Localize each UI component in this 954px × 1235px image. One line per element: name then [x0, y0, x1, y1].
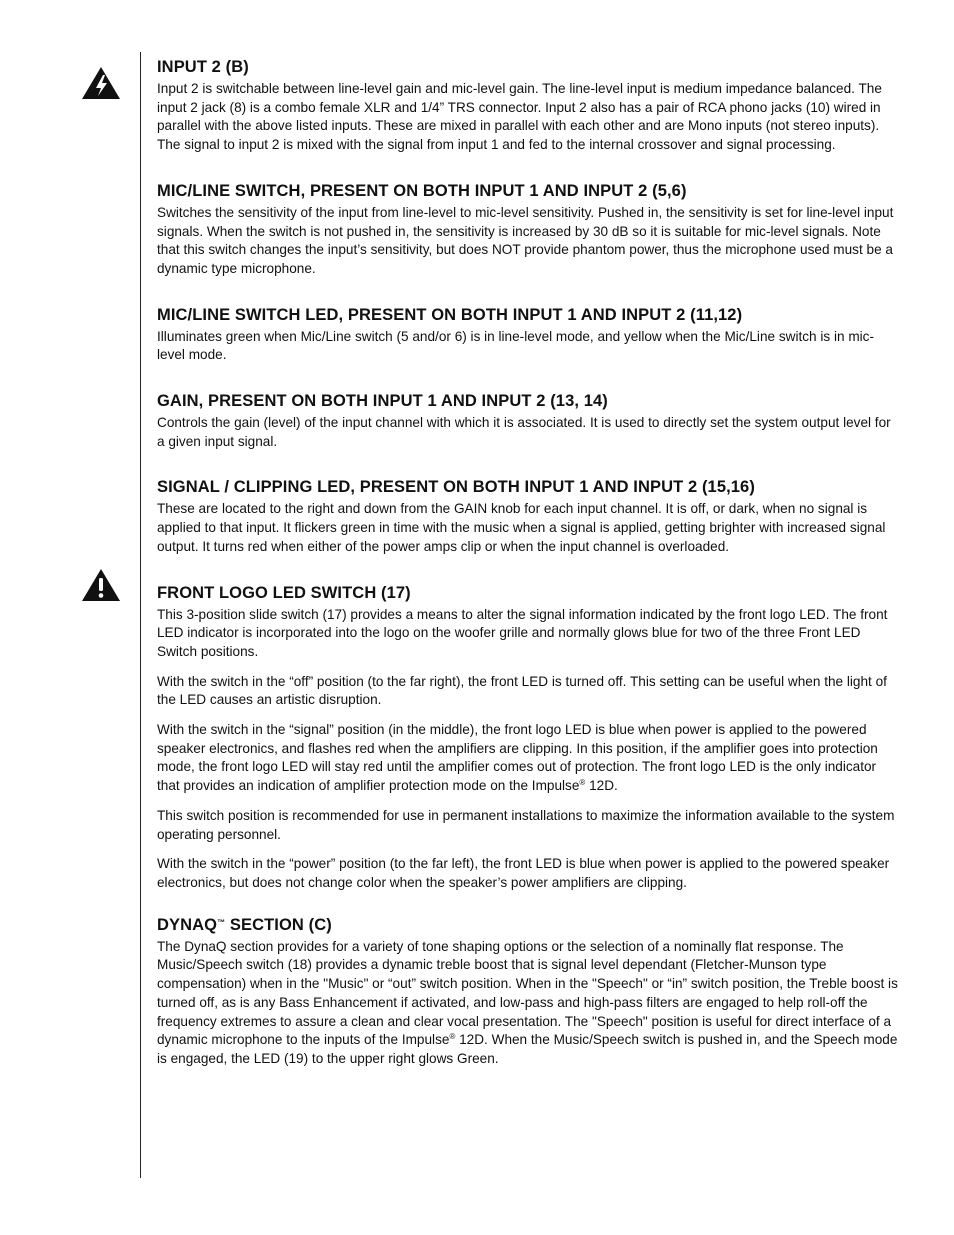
document-body: [157, 57, 900, 1069]
paragraph-text: The DynaQ section provides for a variety of tone shaping options or the selection of a nominally flat response. The Music/Speech switch (18) provides a dynamic treble boost that is signal level dependant (Fletcher-Munson type compensation) when in the "Music" or “out” switch position. When in the "Speech" or “in” switch position, the Treble boost is turned off, as is any Bass Enhancement if activated, and low-pass and high-pass filters are engaged to help roll-off the frequency extremes to assure a clean and clear vocal presentation. The "Speech" position is useful for direct interface of a dynamic microphone to the inputs of the Impulse: [157, 938, 898, 1048]
registered-mark: ®: [579, 778, 586, 788]
section-heading: GAIN, PRESENT ON BOTH INPUT 1 AND INPUT 2 (13, 14): [157, 392, 608, 411]
heading-text: SECTION (C): [225, 915, 332, 934]
section-paragraph: Switches the sensitivity of the input from line-level to mic-level sensitivity. Pushed in, the sensitivity is set for line-level input signals. When the switch is not pushed in, the sensitivity is increased by 30 dB so it is suitable for mic-level signals. Note that this switch changes the input’s sensitivity, but does NOT provide phantom power, thus the microphone used must be a dynamic type microphone.: [157, 204, 894, 276]
section-signal-clipping-led: [157, 477, 900, 556]
electrical-shock-warning-icon: [81, 65, 121, 101]
trademark-mark: ™: [217, 917, 226, 927]
section-paragraph: With the switch in the “power” position (to the far left), the front LED is blue when power is applied to the powered speaker electronics, but does not change color when the speaker’s power amplifiers are clipping.: [157, 856, 890, 890]
section-input-2: [157, 57, 900, 155]
section-dynaq: [157, 915, 900, 1069]
section-paragraph: The DynaQ section provides for a variety of tone shaping options or the selection of a nominally flat response. The Music/Speech switch (18) provides a dynamic treble boost that is signal level dependant (Fletcher-Munson type compensation) when in the "Music" or “out” switch position. When in the "Speech" or “in” switch position, the Treble boost is turned off, as is any Bass Enhancement if activated, and low-pass and high-pass filters are engaged to help roll-off the frequency extremes to assure a clean and clear vocal presentation. The "Speech" position is useful for direct interface of a dynamic microphone to the inputs of the Impulse® 12D. When the Music/Speech switch is pushed in, and the Speech mode is engaged, the LED (19) to the upper right glows Green.: [157, 938, 898, 1066]
section-paragraph: This 3-position slide switch (17) provides a means to alter the signal information indicated by the front logo LED. The front LED indicator is incorporated into the logo on the woofer grille and normally glows blue for two of the three Front LED Switch positions.: [157, 606, 888, 659]
section-mic-line-led: [157, 305, 900, 365]
margin-rule: [140, 52, 141, 1178]
caution-exclamation-icon: [81, 567, 121, 603]
section-heading: FRONT LOGO LED SWITCH (17): [157, 583, 411, 602]
section-paragraph: With the switch in the “signal” position (in the middle), the front logo LED is blue when power is applied to the powered speaker electronics, and flashes red when the amplifiers are clipping. In this position, if the amplifier goes into protection mode, the front logo LED will stay red until the amplifier comes out of protection. The front logo LED is the only indicator that provides an indication of amplifier protection mode on the Impulse® 12D.: [157, 722, 878, 794]
paragraph-text: With the switch in the “signal” position (in the middle), the front logo LED is blue when power is applied to the powered speaker electronics, and flashes red when the amplifiers are clipping. In this position, if the amplifier goes into protection mode, the front logo LED will stay red until the amplifier comes out of protection. The front logo LED is the only indicator that provides an indication of amplifier protection mode on the Impulse: [157, 722, 878, 794]
registered-mark: ®: [449, 1032, 456, 1042]
section-paragraph: Illuminates green when Mic/Line switch (5 and/or 6) is in line-level mode, and yellow when the Mic/Line switch is in mic-level mode.: [157, 328, 875, 363]
section-heading: [157, 915, 900, 935]
section-paragraph: This switch position is recommended for use in permanent installations to maximize the information available to the system operating personnel.: [157, 807, 895, 842]
section-heading: INPUT 2 (B): [157, 58, 249, 76]
section-heading: SIGNAL / CLIPPING LED, PRESENT ON BOTH INPUT 1 AND INPUT 2 (15,16): [157, 478, 755, 497]
section-paragraph: Controls the gain (level) of the input channel with which it is associated. It is used to directly set the system output level for a given input signal.: [157, 415, 891, 449]
section-heading: MIC/LINE SWITCH, PRESENT ON BOTH INPUT 1 AND INPUT 2 (5,6): [157, 181, 687, 200]
section-paragraph: Input 2 is switchable between line-level gain and mic-level gain. The line-level input is medium impedance balanced. The input 2 jack (8) is a combo female XLR and 1/4” TRS connector. Input 2 also has a pair of RCA phono jacks (10) wired in parallel with the above listed inputs. These are mixed in parallel with each other and are Mono inputs (not stereo inputs). The signal to input 2 is mixed with the signal from input 1 and fed to the internal crossover and signal processing.: [157, 81, 882, 153]
section-mic-line-switch: [157, 181, 900, 279]
section-front-logo-led-switch: [157, 583, 900, 893]
heading-text: DYNAQ: [157, 915, 218, 934]
section-paragraph: These are located to the right and down from the GAIN knob for each input channel. It is off, or dark, when no signal is applied to that input. It flickers green in time with the music when a signal is applied, getting brighter with increased signal output. It turns red when either of the power amps clip or when the input channel is overloaded.: [157, 501, 886, 554]
section-paragraph: With the switch in the “off” position (to the far right), the front LED is turned off. This setting can be useful when the light of the LED causes an artistic disruption.: [157, 673, 887, 708]
section-gain: [157, 391, 900, 451]
section-heading: MIC/LINE SWITCH LED, PRESENT ON BOTH INPUT 1 AND INPUT 2 (11,12): [157, 305, 743, 324]
